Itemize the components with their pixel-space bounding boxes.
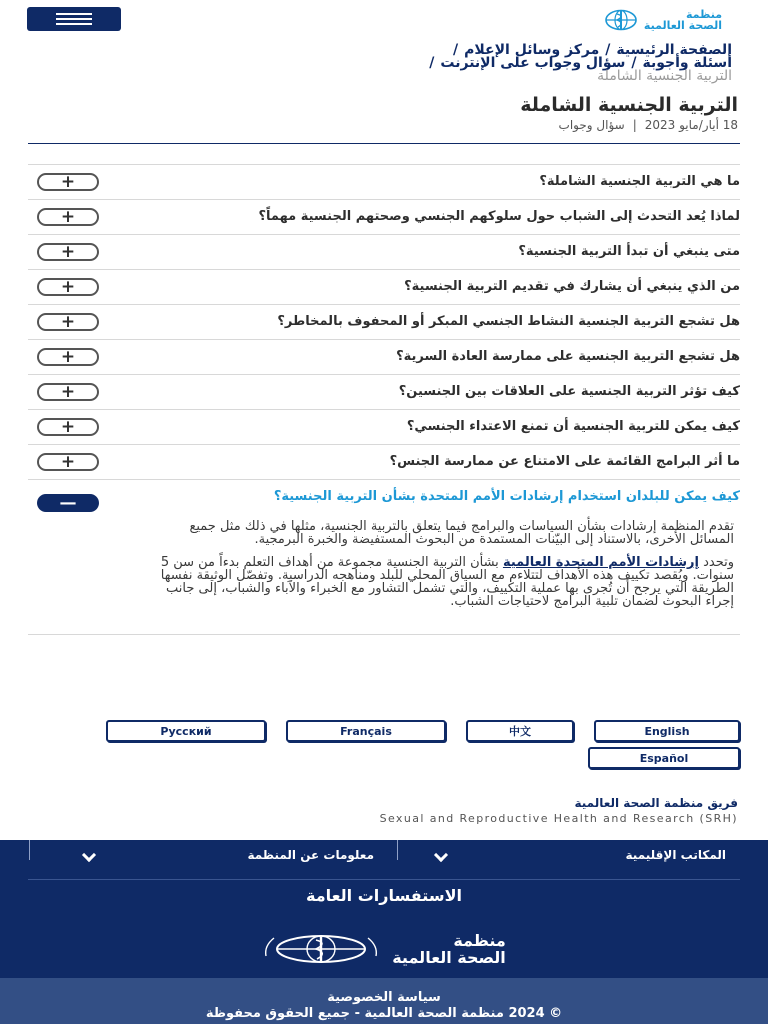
who-logo[interactable] [604,9,722,31]
who-emblem-icon [262,934,380,964]
faq-answer [148,520,734,608]
footer-who-logo[interactable] [0,932,768,966]
lang-spanish-button[interactable]: Español [588,747,740,769]
faq-question: من الذي ينبغي أن يشارك في تقديم التربية الجنسية؟ [404,279,740,294]
logo-text [644,9,722,31]
menu-line-icon [56,18,92,20]
footer-nav [28,840,740,880]
faq-item[interactable] [28,165,740,200]
faq-item[interactable] [28,235,740,270]
un-guidance-link[interactable]: إرشادات الأمم المتحدة العالمية [502,555,699,570]
faq-item[interactable] [28,375,740,410]
team-name: فريق منظمة الصحة العالمية [574,796,738,810]
lang-chinese-button[interactable]: 中文 [466,720,574,742]
expand-plus-icon[interactable]: + [37,208,99,226]
answer-text: بشأن التربية الجنسية مجموعة من أهداف التعلم بدءاً من سن 5 سنوات. ويُقصد تكييف هذه الأهداف لتتلاءم مع السياق المحلي للبلد ومناهجه الدراسية. وتفصّل الوثيقة نفسها الطريقة التي يرجح أن تُجرى بها عملية التكييف، والتي تشمل التشاور مع الخبراء والآباء والشباب، إلى جانب إجراء البحوث لضمان تلبية البرامج لاحتياجات الشباب. [160,555,734,609]
breadcrumb-online-qa[interactable]: سؤال وجواب على الإنترنت [440,55,626,71]
chevron-down-icon [82,848,96,862]
menu-line-icon [56,23,92,25]
footer-col-label: معلومات عن المنظمة [247,848,374,862]
language-switcher [28,720,740,780]
title-divider [28,143,740,144]
collapse-minus-icon[interactable]: — [37,494,99,512]
faq-question: لماذا يُعد التحدث إلى الشباب حول سلوكهم الجنسي وصحتهم الجنسية مهماً؟ [258,209,740,224]
faq-question: ما هي التربية الجنسية الشاملة؟ [539,174,740,189]
meta-divider: | [632,118,637,132]
expand-plus-icon[interactable]: + [37,418,99,436]
footer-about-who[interactable] [48,844,388,878]
team-credit [380,796,738,825]
breadcrumb-separator: / [631,55,637,71]
faq-accordion [28,164,740,635]
answer-text: وتحدد [698,555,734,570]
lang-english-button[interactable]: English [594,720,740,742]
footer-logo-line-2: الصحة العالمية [392,948,506,967]
footer-divider [29,840,30,860]
expand-plus-icon[interactable]: + [37,243,99,261]
expand-plus-icon[interactable]: + [37,383,99,401]
faq-question: كيف تؤثر التربية الجنسية على العلاقات بين الجنسين؟ [398,384,740,399]
breadcrumb-home[interactable]: الصفحة الرئيسية [616,42,732,58]
breadcrumb-separator: / [429,55,435,71]
faq-question: ما أثر البرامج القائمة على الامتناع عن ممارسة الجنس؟ [389,454,740,469]
faq-question: هل تشجع التربية الجنسية النشاط الجنسي المبكر أو المحفوف بالمخاطر؟ [277,314,740,329]
expand-plus-icon[interactable]: + [37,453,99,471]
breadcrumb-qa[interactable]: أسئلة وأجوبة [642,55,732,71]
breadcrumb [32,44,732,83]
privacy-policy-link[interactable]: سياسة الخصوصية [327,990,441,1005]
faq-item[interactable] [28,270,740,305]
faq-item[interactable] [28,445,740,480]
page-title: التربية الجنسية الشاملة [520,94,738,116]
article-meta [559,118,738,132]
article-date: 18 أيار/مايو 2023 [644,118,738,132]
footer-regional-offices[interactable] [400,844,740,878]
chevron-down-icon [434,848,448,862]
faq-item-expanded[interactable] [28,480,740,635]
lang-french-button[interactable]: Français [286,720,446,742]
faq-item[interactable] [28,305,740,340]
footer-logo-line-1: منظمة [453,931,506,950]
faq-question: هل تشجع التربية الجنسية على ممارسة العادة السرية؟ [396,349,740,364]
who-emblem-icon [604,9,638,31]
breadcrumb-separator: / [605,42,611,58]
lang-russian-button[interactable]: Русский [106,720,266,742]
hamburger-menu-button[interactable] [27,7,121,31]
faq-item[interactable] [28,410,740,445]
logo-line-1: منظمة [685,8,722,21]
faq-item[interactable] [28,200,740,235]
footer-logo-text [392,932,506,966]
footer [0,840,768,978]
expand-plus-icon[interactable]: + [37,173,99,191]
copyright-text: © 2024 منظمة الصحة العالمية - جميع الحقوق محفوظة [205,1006,563,1021]
faq-question: متى ينبغي أن تبدأ التربية الجنسية؟ [518,244,740,259]
logo-line-2: الصحة العالمية [643,19,722,32]
top-bar [0,0,768,40]
team-unit: Sexual and Reproductive Health and Research (SRH) [379,812,738,825]
footer-divider [397,840,398,860]
answer-paragraph-1: تقدم المنظمة إرشادات بشأن السياسات والبرامج فيما يتعلق بالتربية الجنسية، مثلها في ذلك مثل جميع المسائل الأخرى، بالاستناد إلى البيّنات المستمدة من البحوث المستفيضة والخبرة البرمجية. [189,519,734,547]
faq-item[interactable] [28,340,740,375]
menu-line-icon [56,13,92,15]
faq-question: كيف يمكن للتربية الجنسية أن تمنع الاعتداء الجنسي؟ [406,419,740,434]
footer-col-label: المكاتب الإقليمية [625,848,726,862]
breadcrumb-media-centre[interactable]: مركز وسائل الإعلام [464,42,600,58]
general-inquiries-link[interactable]: الاستفسارات العامة [306,886,462,905]
expand-plus-icon[interactable]: + [37,278,99,296]
bottom-bar [0,978,768,1024]
article-type: سؤال وجواب [558,118,625,132]
expand-plus-icon[interactable]: + [37,348,99,366]
faq-question-expanded: كيف يمكن للبلدان استخدام إرشادات الأمم المتحدة بشأن التربية الجنسية؟ [273,489,740,504]
breadcrumb-separator: / [453,42,459,58]
answer-paragraph-2 [148,556,734,608]
expand-plus-icon[interactable]: + [37,313,99,331]
breadcrumb-current: التربية الجنسية الشاملة [597,68,732,84]
